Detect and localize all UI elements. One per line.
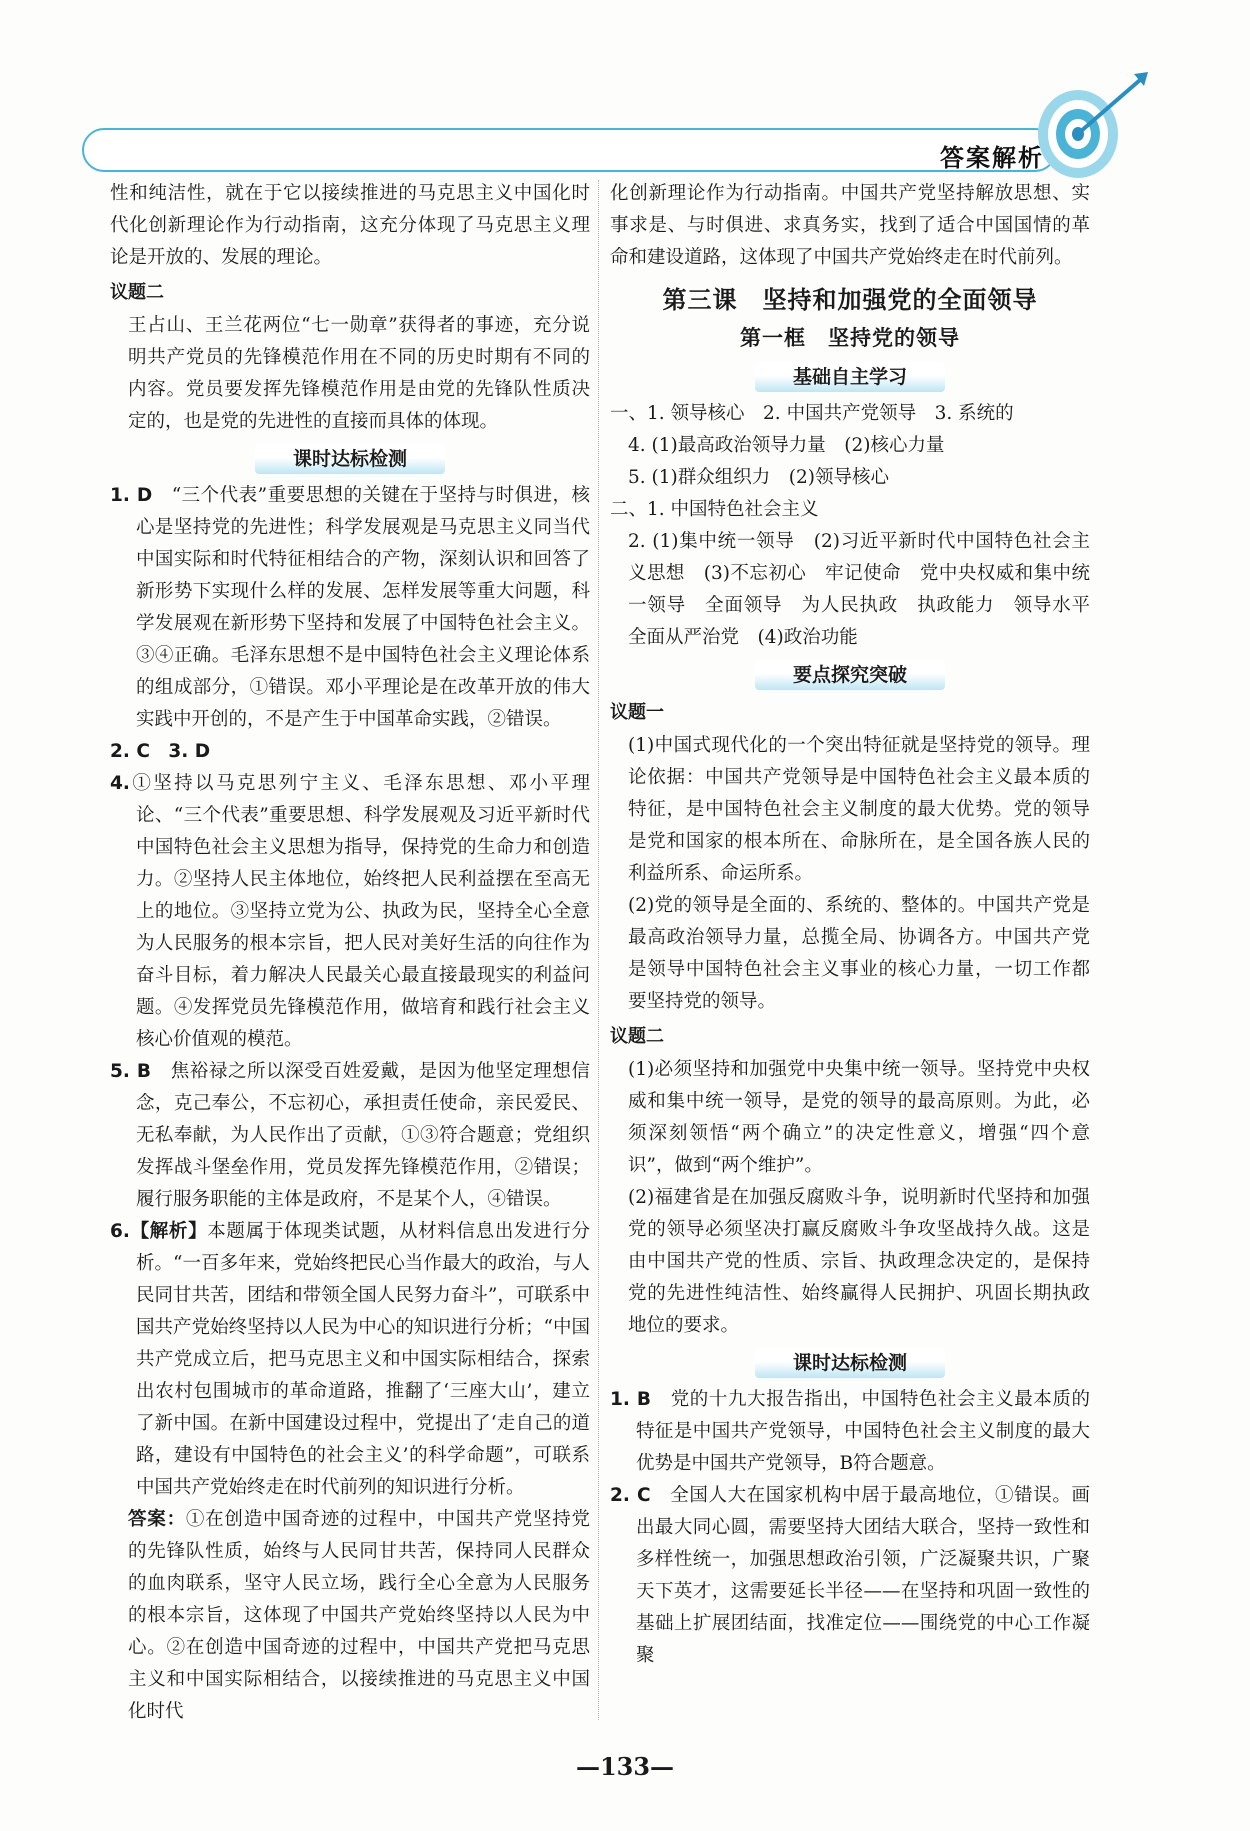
topic-two-heading: 议题二	[110, 282, 164, 303]
answer-1	[110, 480, 590, 736]
section-banner-key-points: 要点探究突破	[755, 660, 945, 690]
right-column	[610, 178, 1109, 1672]
answer-2-3-text: 2. C 3. D	[110, 741, 211, 762]
left-column	[110, 178, 590, 1728]
target-icon	[1030, 72, 1150, 182]
answer-4-number: 4.	[110, 773, 130, 794]
answer-1-text: 党的十九大报告指出，中国特色社会主义最本质的特征是中国共产党领导，中国特色社会主义制度的最大优势是中国共产党领导，B符合题意。	[636, 1389, 1090, 1474]
topic-two-heading: 议题二	[610, 1026, 664, 1047]
answer-6-solution-text: ①在创造中国奇迹的过程中，中国共产党坚持党的先锋队性质，始终与人民同甘共苦，保持同人民群众的血肉联系，坚守人民立场，践行全心全意为人民服务的根本宗旨，这体现了中国共产党始终坚持以人民为中心。②在创造中国奇迹的过程中，中国共产党把马克思主义和中国实际相结合，以接续推进的马克思主义中国化时代	[128, 1509, 590, 1722]
answer-6-solution	[110, 1504, 590, 1728]
topic-one-point-1: (1)中国式现代化的一个突出特征就是坚持党的领导。理论依据：中国共产党领导是中国特色社会主义最本质的特征，是中国特色社会主义制度的最大优势。党的领导是党和国家的根本所在、命脉所在，是全国各族人民的利益所系、命运所系。	[628, 735, 1090, 884]
answer-label: 答案：	[128, 1509, 186, 1530]
basic-list-item: 一、1. 领导核心 2. 中国共产党领导 3. 系统的	[610, 403, 1014, 424]
topic-one-point-2: (2)党的领导是全面的、系统的、整体的。中国共产党是最高政治领导力量，总揽全局、协调各方。中国共产党是领导中国特色社会主义事业的核心力量，一切工作都要坚持党的领导。	[628, 895, 1090, 1012]
section-banner-basic-study: 基础自主学习	[755, 362, 945, 392]
lesson-title: 第三课 坚持和加强党的全面领导	[662, 286, 1038, 314]
topic-two-text: 王占山、王兰花两位“七一勋章”获得者的事迹，充分说明共产党员的先锋模范作用在不同的历史时期有不同的内容。党员要发挥先锋模范作用是由党的先锋队性质决定的，也是党的先进性的直接而具体的体现。	[128, 315, 590, 432]
topic-two-point-1: (1)必须坚持和加强党中央集中统一领导。坚持党中央权威和集中统一领导，是党的领导的最高原则。为此，必须深刻领悟“两个确立”的决定性意义，增强“四个意识”，做到“两个维护”。	[628, 1059, 1090, 1176]
answer-2-text: 全国人大在国家机构中居于最高地位，①错误。画出最大同心圆，需要坚持大团结大联合，坚持一致性和多样性统一，加强思想政治引领，广泛凝聚共识，广聚天下英才，这需要延长半径——在坚持和巩固一致性的基础上扩展团结面，找准定位——围绕党的中心工作凝聚	[636, 1485, 1090, 1666]
header-title: 答案解析	[940, 144, 1044, 172]
topic-two-point-2: (2)福建省是在加强反腐败斗争，说明新时代坚持和加强党的领导必须坚决打赢反腐败斗争攻坚战持久战。这是由中国共产党的性质、宗旨、执政理念决定的，是保持党的先进性纯洁性、始终赢得人民拥护、巩固长期执政地位的要求。	[628, 1187, 1090, 1336]
left-paragraph-continued: 性和纯洁性，就在于它以接续推进的马克思主义中国化时代化创新理论作为行动指南，这充分体现了马克思主义理论是开放的、发展的理论。	[110, 183, 590, 268]
answer-4	[110, 768, 590, 1056]
column-divider	[598, 180, 599, 1720]
basic-list-item: 2. (1)集中统一领导 (2)习近平新时代中国特色社会主义思想 (3)不忘初心 牢记使命 党中央权威和集中统一领导 全面领导 为人民执政 执政能力 领导水平 全面从严治党 (4)政治功能	[628, 531, 1109, 648]
answer-2-number: 2. C	[610, 1485, 651, 1506]
right-paragraph-continued: 化创新理论作为行动指南。中国共产党坚持解放思想、实事求是、与时俱进、求真务实，找到了适合中国国情的革命和建设道路，这体现了中国共产党始终走在时代前列。	[610, 183, 1090, 268]
answer-1	[610, 1384, 1090, 1480]
answer-1-number: 1. B	[610, 1389, 652, 1410]
basic-list-item: 5. (1)群众组织力 (2)领导核心	[628, 467, 889, 488]
basic-list-item: 4. (1)最高政治领导力量 (2)核心力量	[628, 435, 945, 456]
page-number: —133—	[575, 1752, 675, 1781]
answer-5-number: 5. B	[110, 1061, 152, 1082]
frame-title: 第一框 坚持党的领导	[740, 326, 960, 350]
topic-one-heading: 议题一	[610, 702, 664, 723]
answer-2	[610, 1480, 1090, 1672]
section-banner-class-test: 课时达标检测	[755, 1348, 945, 1378]
answer-6-text: 本题属于体现类试题，从材料信息出发进行分析。“一百多年来，党始终把民心当作最大的政治，与人民同甘共苦，团结和带领全国人民努力奋斗”，可联系中国共产党始终坚持以人民为中心的知识进行分析；“中国共产党成立后，把马克思主义和中国实际相结合，探索出农村包围城市的革命道路，推翻了‘三座大山’，建立了新中国。在新中国建设过程中，党提出了‘走自己的道路，建设有中国特色的社会主义’的科学命题”，可联系中国共产党始终走在时代前列的知识进行分析。	[136, 1221, 590, 1498]
header-bar	[82, 128, 1057, 172]
basic-list-item: 二、1. 中国特色社会主义	[610, 499, 819, 520]
answer-4-text: ①坚持以马克思列宁主义、毛泽东思想、邓小平理论、“三个代表”重要思想、科学发展观及习近平新时代中国特色社会主义思想为指导，保持党的生命力和创造力。②坚持人民主体地位，始终把人民利益摆在至高无上的地位。③坚持立党为公、执政为民，坚持全心全意为人民服务的根本宗旨，把人民对美好生活的向往作为奋斗目标，着力解决人民最关心最直接最现实的利益问题。④发挥党员先锋模范作用，做培育和践行社会主义核心价值观的模范。	[129, 773, 590, 1050]
section-banner-class-test: 课时达标检测	[255, 444, 445, 474]
answer-6	[110, 1216, 590, 1504]
answer-5	[110, 1056, 590, 1216]
answer-6-number: 6.【解析】	[110, 1221, 208, 1242]
answer-1-text: “三个代表”重要思想的关键在于坚持与时俱进，核心是坚持党的先进性；科学发展观是马克思主义同当代中国实际和时代特征相结合的产物，深刻认识和回答了新形势下实现什么样的发展、怎样发展等重大问题，科学发展观在新形势下坚持和发展了中国特色社会主义。③④正确。毛泽东思想不是中国特色社会主义理论体系的组成部分，①错误。邓小平理论是在改革开放的伟大实践中开创的，不是产生于中国革命实践，②错误。	[136, 485, 590, 730]
answer-5-text: 焦裕禄之所以深受百姓爱戴，是因为他坚定理想信念，克己奉公，不忘初心，承担责任使命，亲民爱民、无私奉献，为人民作出了贡献，①③符合题意；党组织发挥战斗堡垒作用，党员发挥先锋模范作用，②错误；履行服务职能的主体是政府，不是某个人，④错误。	[136, 1061, 590, 1210]
answer-2-3	[110, 736, 590, 768]
answer-1-number: 1. D	[110, 485, 153, 506]
